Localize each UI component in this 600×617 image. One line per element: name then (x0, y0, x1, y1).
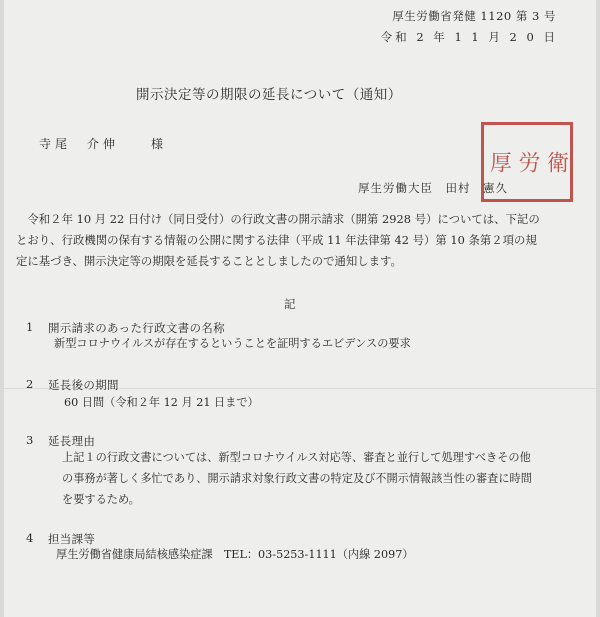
section-number: 4 (26, 531, 34, 545)
section-number: 2 (26, 377, 34, 391)
section-heading: 担当課等 (48, 532, 96, 546)
seal-char: 厚 (486, 151, 512, 173)
section-body (56, 544, 414, 565)
seal-char: 衛 (543, 151, 569, 173)
section-body (54, 333, 411, 354)
section-line: 60 日間（令和２年 12 月 21 日まで） (64, 396, 259, 409)
section-line: の事務が著しく多忙であり、開示請求対象行政文書の特定及び不開示情報該当性の審査に時間 (62, 472, 532, 485)
recipient-name: 寺尾 介伸 様 (39, 137, 168, 151)
section-line: 上記１の行政文書については、新型コロナウイルス対応等、審査と並行して処理すべきその他 (62, 451, 531, 464)
section-number: 1 (26, 320, 34, 334)
section-number: 3 (26, 433, 34, 447)
section-heading: 延長後の期間 (48, 378, 119, 392)
document-number: 厚生労働省発健 1120 第 3 号 (392, 9, 556, 23)
body-line: 令和２年 10 月 22 日付け（同日受付）の行政文書の開示請求（開第 2928 号）については、下記の (16, 212, 540, 226)
section-body (64, 392, 259, 413)
section-line: を要するため。 (62, 493, 140, 506)
section-body (62, 447, 532, 510)
document-page (4, 0, 596, 617)
document-title: 開示決定等の期限の延長について（通知） (136, 87, 402, 103)
section-heading: 延長理由 (48, 434, 96, 448)
ki-marker: 記 (284, 297, 296, 311)
body-line: 定に基づき、開示決定等の期限を延長することとしましたので通知します。 (16, 254, 402, 268)
seal-char: 労 (514, 151, 540, 173)
document-date: 令和 2 年 1 1 月 2 0 日 (380, 30, 558, 44)
section-heading: 開示請求のあった行政文書の名称 (48, 321, 225, 335)
sender-name: 厚生労働大臣 田村 憲久 (358, 181, 508, 195)
section-line: 新型コロナウイルスが存在するということを証明するエビデンスの要求 (54, 337, 411, 350)
section-line: 厚生労働省健康局結核感染症課 TEL：03-5253-1111（内線 2097） (56, 548, 414, 561)
body-line: とおり、行政機関の保有する情報の公開に関する法律（平成 11 年法律第 42 号）第 10 条第２項の規 (16, 233, 537, 247)
body-paragraph (16, 209, 564, 272)
